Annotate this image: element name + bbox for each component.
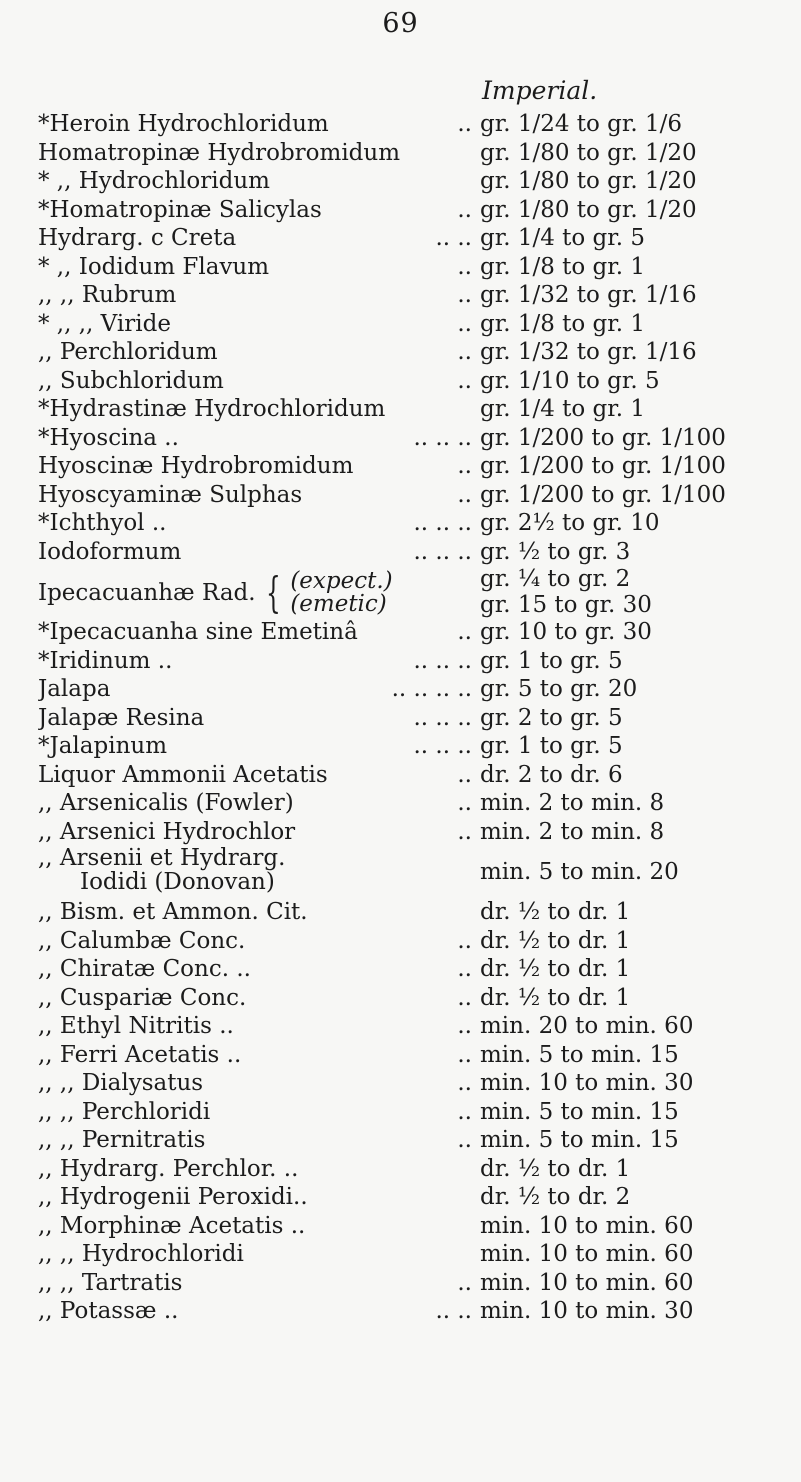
leader-dots: .. [457,481,472,508]
leader-dots: .. .. .. [413,647,472,674]
dose-range [480,566,798,618]
drug-name-text: ,, Ferri Acetatis .. [38,1041,242,1068]
table-row [0,395,801,424]
dose-range: dr. ½ to dr. 2 [480,1184,631,1210]
table-row [0,898,801,927]
table-row [0,538,801,567]
drug-name [38,761,478,790]
leader-dots: .. .. .. [413,510,472,536]
drug-name-text: ,, Subchloridum [38,367,224,394]
table-row [0,253,801,282]
drug-name-text: *Hyoscina .. [38,424,179,451]
drug-name [38,984,478,1013]
drug-name [38,789,478,818]
table-row [0,955,801,984]
leader-dots: .. [457,761,472,788]
dose-range: min. 2 to min. 8 [480,790,665,816]
drug-name [38,224,478,253]
table-row [0,984,801,1013]
drug-name [38,139,478,168]
table-row [0,647,801,676]
drug-name [38,167,478,196]
leader-dots: .. [457,1013,472,1039]
table-row [0,846,801,898]
drug-name-text: Hyoscinæ Hydrobromidum [38,453,354,479]
drug-name [38,1012,478,1041]
table-row [0,618,801,647]
dose-range: gr. 1/80 to gr. 1/20 [480,139,697,166]
dose-range: gr. 1 to gr. 5 [480,733,623,759]
drug-name-line: ,, Arsenii et Hydrarg. [38,846,286,871]
table-row [0,196,801,225]
dose-range: gr. 10 to gr. 30 [480,619,652,645]
leader-dots: .. .. .. [413,538,472,565]
dose-line: gr. ¼ to gr. 2 [480,566,631,592]
table-row [0,1098,801,1127]
dose-range: min. 20 to min. 60 [480,1013,694,1039]
drug-name-text: ,, Ethyl Nitritis .. [38,1013,234,1039]
drug-name-text: *Ipecacuanha sine Emetinâ [38,619,358,645]
table-row [0,509,801,538]
dose-range: gr. 1/200 to gr. 1/100 [480,453,726,479]
drug-name [38,846,478,894]
leader-dots: .. .. [435,225,472,251]
dose-range: gr. 1/8 to gr. 1 [480,253,645,280]
dose-range: dr. ½ to dr. 1 [480,899,631,925]
table-row [0,675,801,704]
dose-table [0,110,801,1326]
drug-name [38,538,478,567]
drug-name-text: *Hydrastinæ Hydrochloridum [38,396,386,422]
drug-name [38,509,478,538]
table-row [0,1012,801,1041]
drug-name-text: ,, Hydrarg. Perchlor. .. [38,1155,299,1182]
drug-name-text: Homatropinæ Hydrobromidum [38,139,401,166]
drug-name [38,927,478,956]
table-row [0,1240,801,1269]
dose-qualifier: (expect.) [290,568,393,594]
drug-name-text: ,, Calumbæ Conc. [38,927,246,954]
drug-name-line: Iodidi (Donovan) [80,869,275,894]
dose-range: gr. 1/80 to gr. 1/20 [480,168,697,194]
leader-dots: .. [457,818,472,845]
table-row [0,224,801,253]
drug-name [38,1041,478,1070]
dose-range: min. 10 to min. 30 [480,1070,694,1096]
brace-mark: { [265,568,281,617]
drug-name-text: ,, ,, Pernitratis [38,1127,206,1153]
drug-name-text: Ipecacuanhæ Rad. [38,580,256,606]
dose-range: dr. ½ to dr. 1 [480,1155,631,1182]
drug-name [38,1240,478,1269]
drug-name-text: ,, Perchloridum [38,339,218,365]
drug-name [38,618,478,647]
leader-dots: .. [457,790,472,816]
drug-name-text: ,, ,, Perchloridi [38,1098,211,1125]
drug-name [38,196,478,225]
table-row [0,424,801,453]
leader-dots: .. [457,1269,472,1296]
drug-name [38,1098,478,1127]
dose-range: gr. 5 to gr. 20 [480,676,638,702]
drug-name [38,1069,478,1098]
drug-name [38,566,478,619]
dose-range: min. 10 to min. 30 [480,1298,694,1324]
dose-range: gr. 1/80 to gr. 1/20 [480,196,697,223]
leader-dots: .. .. .. [413,733,472,759]
table-row [0,1155,801,1184]
dose-range: gr. 1 to gr. 5 [480,647,623,674]
drug-name-text: Jalapa [38,676,111,702]
leader-dots: .. .. .. [413,424,472,451]
leader-dots: .. [457,111,472,137]
dose-range: min. 5 to min. 15 [480,1127,679,1153]
dose-range: gr. 1/8 to gr. 1 [480,310,645,337]
drug-name-text: ,, Hydrogenii Peroxidi.. [38,1184,308,1210]
dose-range: gr. 2 to gr. 5 [480,704,623,731]
dose-range: gr. 1/32 to gr. 1/16 [480,282,697,308]
leader-dots: .. [457,1098,472,1125]
drug-name [38,1126,478,1155]
drug-name-text: ,, ,, Rubrum [38,282,177,308]
dose-range: dr. 2 to dr. 6 [480,761,623,788]
drug-name-text: ,, ,, Dialysatus [38,1070,204,1096]
table-row [0,139,801,168]
dose-range: min. 10 to min. 60 [480,1241,694,1267]
dose-range: gr. 2½ to gr. 10 [480,510,660,536]
drug-name [38,1183,478,1212]
table-row [0,110,801,139]
drug-name-text: ,, Arsenici Hydrochlor [38,818,296,845]
dose-line: gr. 15 to gr. 30 [480,592,652,618]
table-row [0,818,801,847]
dose-range: gr. 1/200 to gr. 1/100 [480,481,726,508]
drug-name [38,1212,478,1241]
drug-name-text: ,, Morphinæ Acetatis .. [38,1212,306,1239]
drug-name-text: *Iridinum .. [38,647,173,674]
drug-name [38,253,478,282]
dose-range: dr. ½ to dr. 1 [480,956,631,982]
leader-dots: .. [457,619,472,645]
drug-name [38,1297,478,1326]
drug-name-text: *Jalapinum [38,733,168,759]
table-row [0,167,801,196]
drug-name-text: Iodoformum [38,538,182,565]
dose-range: gr. 1/32 to gr. 1/16 [480,339,697,365]
drug-name [38,704,478,733]
drug-name-text: ,, Arsenicalis (Fowler) [38,790,294,816]
drug-name-text: Jalapæ Resina [38,704,205,731]
drug-name [38,647,478,676]
dose-range: gr. 1/4 to gr. 1 [480,396,645,422]
dose-range: gr. 1/10 to gr. 5 [480,367,660,394]
table-row [0,1269,801,1298]
drug-name [38,424,478,453]
dose-range: gr. 1/24 to gr. 1/6 [480,111,683,137]
drug-name [38,898,478,927]
drug-name [38,732,478,761]
dose-range: dr. ½ to dr. 1 [480,927,631,954]
drug-name [38,338,478,367]
drug-name-text: * ,, ,, Viride [38,310,171,337]
leader-dots: .. [457,367,472,394]
leader-dots: .. .. .. [413,704,472,731]
drug-name-text: Hydrarg. c Creta [38,225,237,251]
column-heading: Imperial. [482,76,598,105]
drug-name-text: ,, ,, Tartratis [38,1269,183,1296]
table-row [0,789,801,818]
page-number: 69 [382,8,419,39]
drug-name-text: *Homatropinæ Salicylas [38,196,322,223]
dose-range: min. 10 to min. 60 [480,1212,694,1239]
drug-name [38,1269,478,1298]
leader-dots: .. [457,984,472,1011]
drug-name [38,110,478,139]
drug-name-text: Liquor Ammonii Acetatis [38,761,328,788]
drug-name [38,1155,478,1184]
drug-name [38,955,478,984]
table-row [0,452,801,481]
leader-dots: .. [457,927,472,954]
leader-dots: .. [457,253,472,280]
leader-dots: .. [457,956,472,982]
leader-dots: .. [457,1127,472,1153]
drug-name [38,452,478,481]
drug-name [38,310,478,339]
leader-dots: .. [457,282,472,308]
leader-dots: .. .. .. .. [391,676,472,702]
drug-name-text: Hyoscyaminæ Sulphas [38,481,303,508]
dose-range: min. 10 to min. 60 [480,1269,694,1296]
drug-name-text: ,, Cuspariæ Conc. [38,984,247,1011]
leader-dots: .. [457,196,472,223]
dose-range: gr. 1/200 to gr. 1/100 [480,424,726,451]
drug-name-text: * ,, Hydrochloridum [38,168,270,194]
table-row [0,1183,801,1212]
drug-name [38,481,478,510]
table-row [0,367,801,396]
table-row [0,1297,801,1326]
table-row [0,1041,801,1070]
drug-name-text: * ,, Iodidum Flavum [38,253,270,280]
table-row [0,761,801,790]
dose-qualifier: (emetic) [290,591,387,617]
leader-dots: .. [457,339,472,365]
dose-range: min. 5 to min. 15 [480,1041,679,1068]
table-row [0,338,801,367]
drug-name [38,281,478,310]
leader-dots: .. [457,1070,472,1096]
table-row [0,481,801,510]
table-row [0,310,801,339]
dose-range: min. 5 to min. 15 [480,1098,679,1125]
leader-dots: .. [457,310,472,337]
dose-range: min. 5 to min. 20 [480,859,679,885]
leader-dots: .. .. [435,1298,472,1324]
dose-range: min. 2 to min. 8 [480,818,665,845]
drug-name [38,818,478,847]
drug-name [38,675,478,704]
drug-name-text: ,, Chiratæ Conc. .. [38,956,251,982]
dose-range: gr. ½ to gr. 3 [480,538,631,565]
table-row [0,732,801,761]
drug-name-text: *Heroin Hydrochloridum [38,111,329,137]
dose-range: gr. 1/4 to gr. 5 [480,225,645,251]
drug-name-text: ,, Bism. et Ammon. Cit. [38,899,308,925]
dose-range: dr. ½ to dr. 1 [480,984,631,1011]
table-row [0,1126,801,1155]
drug-name [38,367,478,396]
drug-name [38,395,478,424]
drug-name-text: *Ichthyol .. [38,510,167,536]
drug-name-text: ,, ,, Hydrochloridi [38,1241,244,1267]
table-row [0,1212,801,1241]
table-row [0,566,801,618]
table-row [0,704,801,733]
table-row [0,927,801,956]
drug-name-text: ,, Potassæ .. [38,1298,179,1324]
table-row [0,281,801,310]
leader-dots: .. [457,1041,472,1068]
table-row [0,1069,801,1098]
leader-dots: .. [457,453,472,479]
